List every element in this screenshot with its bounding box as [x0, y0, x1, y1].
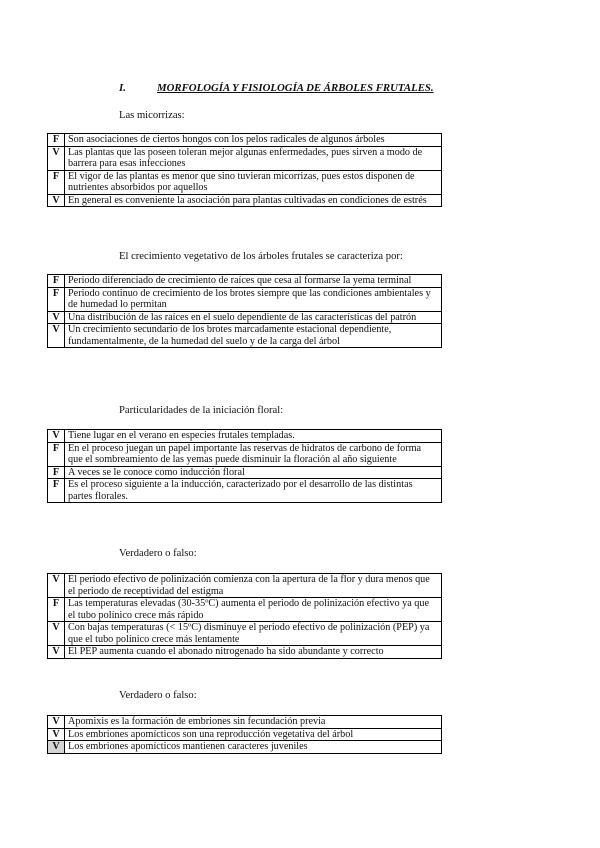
statement-cell: Una distribución de las raíces en el suelo dependiente de las características del patrón [65, 311, 442, 324]
answer-cell: F [48, 134, 65, 147]
table-row [48, 741, 442, 754]
table-row [48, 311, 442, 324]
answer-cell: V [48, 146, 65, 170]
statement-cell: En general es conveniente la asociación para plantas cultivadas en condiciones de estrés [65, 194, 442, 207]
question-heading-verdadero-falso-2: Verdadero o falso: [119, 690, 197, 701]
table-row [48, 479, 442, 503]
answer-table-iniciacion-floral [47, 429, 442, 503]
answer-cell: V [48, 430, 65, 443]
answer-cell: F [48, 442, 65, 466]
answer-cell: V [48, 574, 65, 598]
table-row [48, 466, 442, 479]
section-title-text: MORFOLOGÍA Y FISIOLOGÍA DE ÁRBOLES FRUTALES. [157, 82, 434, 94]
statement-cell: El periodo efectivo de polinización comienza con la apertura de la flor y dura menos que el periodo de receptividad del estigma [65, 574, 442, 598]
answer-cell: F [48, 287, 65, 311]
answer-table-polinizacion [47, 573, 442, 659]
answer-cell: V [48, 728, 65, 741]
statement-cell: Es el proceso siguiente a la inducción, caracterizado por el desarrollo de las distintas partes florales. [65, 479, 442, 503]
answer-table-apomixis [47, 715, 442, 754]
question-heading-micorrizas: Las micorrizas: [119, 110, 185, 121]
statement-cell: Un crecimiento secundario de los brotes marcadamente estacional dependiente, fundamentalmente, de la humedad del suelo y de la carga del árbol [65, 324, 442, 348]
answer-cell: F [48, 466, 65, 479]
answer-cell: V [48, 194, 65, 207]
statement-cell: Apomixis es la formación de embriones sin fecundación previa [65, 716, 442, 729]
answer-cell: F [48, 170, 65, 194]
question-heading-crecimiento: El crecimiento vegetativo de los árboles frutales se caracteriza por: [119, 251, 403, 262]
statement-cell: El vigor de las plantas es menor que sino tuvieran micorrizas, pues estos disponen de nutrientes absorbidos por aquellos [65, 170, 442, 194]
answer-cell: V [48, 646, 65, 659]
section-title [119, 82, 539, 94]
question-heading-verdadero-falso-1: Verdadero o falso: [119, 548, 197, 559]
statement-cell: Las plantas que las poseen toleran mejor algunas enfermedades, pues sirven a modo de barrera para esas infecciones [65, 146, 442, 170]
answer-cell: V [48, 311, 65, 324]
answer-cell: V [48, 741, 65, 754]
statement-cell: Tiene lugar en el verano en especies frutales templadas. [65, 430, 442, 443]
answer-table-crecimiento [47, 274, 442, 348]
answer-cell: F [48, 598, 65, 622]
statement-cell: El PEP aumenta cuando el abonado nitrogenado ha sido abundante y correcto [65, 646, 442, 659]
table-row [48, 430, 442, 443]
table-row [48, 134, 442, 147]
section-title-number: I. [119, 82, 126, 94]
table-row [48, 728, 442, 741]
table-row [48, 287, 442, 311]
table-row [48, 324, 442, 348]
statement-cell: Los embriones apomícticos son una reproducción vegetativa del árbol [65, 728, 442, 741]
answer-cell: F [48, 479, 65, 503]
table-row [48, 574, 442, 598]
statement-cell: A veces se le conoce como inducción floral [65, 466, 442, 479]
statement-cell: Periodo continuo de crecimiento de los brotes siempre que las condiciones ambientales y de humedad lo permitan [65, 287, 442, 311]
statement-cell: Periodo diferenciado de crecimiento de raíces que cesa al formarse la yema terminal [65, 275, 442, 288]
table-row [48, 146, 442, 170]
question-heading-iniciacion-floral: Particularidades de la iniciación floral: [119, 405, 284, 416]
statement-cell: Las temperaturas elevadas (30-35ºC) aumenta el periodo de polinización efectivo ya que el tubo polínico crece más rápido [65, 598, 442, 622]
statement-cell: Son asociaciones de ciertos hongos con los pelos radicales de algunos árboles [65, 134, 442, 147]
table-row [48, 194, 442, 207]
answer-table-micorrizas [47, 133, 442, 207]
answer-cell: F [48, 275, 65, 288]
answer-cell: V [48, 324, 65, 348]
statement-cell: En el proceso juegan un papel importante las reservas de hidratos de carbono de forma que el sombreamiento de las yemas puede disminuir la floración al año siguiente [65, 442, 442, 466]
table-row [48, 170, 442, 194]
table-row [48, 275, 442, 288]
statement-cell: Los embriones apomícticos mantienen caracteres juveniles [65, 741, 442, 754]
statement-cell: Con bajas temperaturas (< 15ºC) disminuye el periodo efectivo de polinización (PEP) ya que el tubo polínico crece más lentamente [65, 622, 442, 646]
table-row [48, 598, 442, 622]
answer-cell: V [48, 716, 65, 729]
table-row [48, 646, 442, 659]
answer-cell: V [48, 622, 65, 646]
table-row [48, 622, 442, 646]
table-row [48, 442, 442, 466]
table-row [48, 716, 442, 729]
